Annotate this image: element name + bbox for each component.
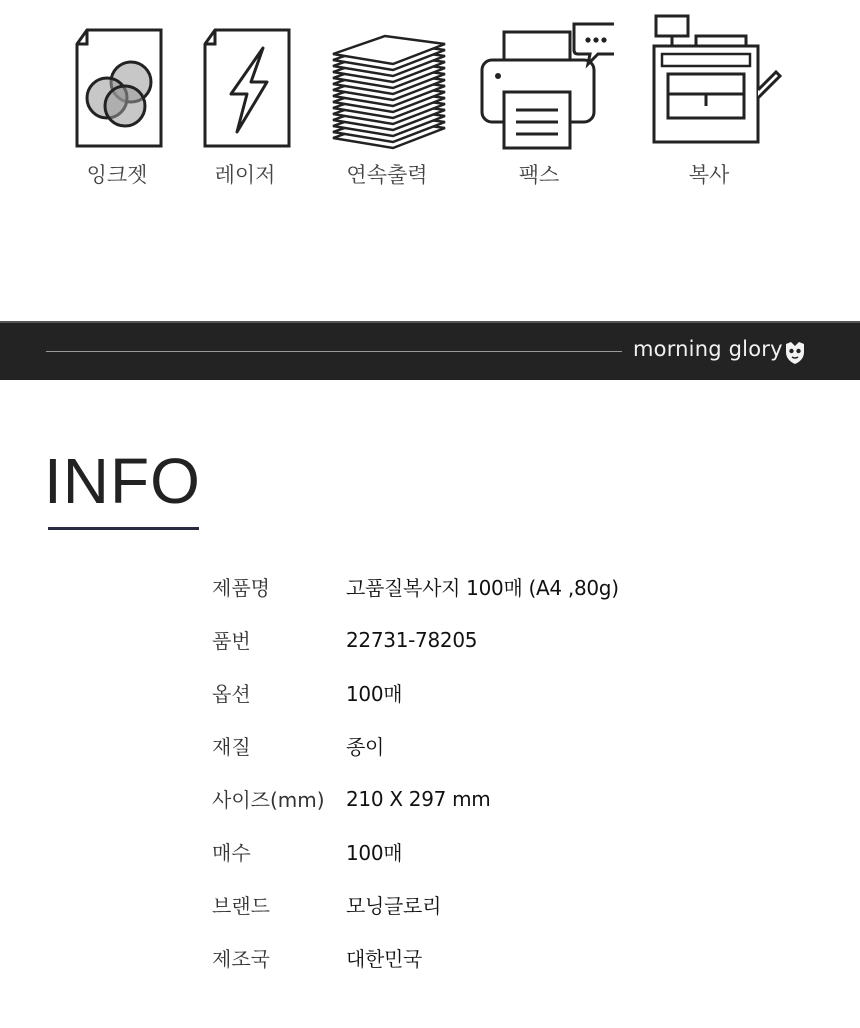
morning-glory-logo-icon bbox=[783, 340, 807, 366]
spec-row-product-name bbox=[212, 560, 812, 613]
spec-table bbox=[212, 560, 812, 984]
use-continuous bbox=[312, 10, 462, 189]
use-label: 팩스 bbox=[518, 163, 560, 187]
spec-key: 매수 bbox=[212, 841, 251, 865]
spec-key: 재질 bbox=[212, 735, 251, 759]
info-title: INFO bbox=[44, 445, 201, 517]
spec-row-size bbox=[212, 772, 812, 825]
spec-row-brand bbox=[212, 878, 812, 931]
spec-key: 품번 bbox=[212, 629, 251, 653]
use-label: 레이저 bbox=[214, 163, 276, 187]
spec-row-item-number bbox=[212, 613, 812, 666]
use-copier bbox=[634, 10, 784, 189]
laser-icon bbox=[195, 10, 295, 155]
spec-key: 옵션 bbox=[212, 682, 251, 706]
spec-row-material bbox=[212, 719, 812, 772]
spec-value: 모닝글로리 bbox=[346, 894, 442, 918]
spec-value: 100매 bbox=[346, 682, 403, 706]
use-label: 복사 bbox=[688, 163, 730, 187]
info-title-underline bbox=[48, 527, 199, 530]
spec-key: 제조국 bbox=[212, 947, 270, 971]
inkjet-icon bbox=[67, 10, 167, 155]
spec-row-sheet-count bbox=[212, 825, 812, 878]
spec-key: 제품명 bbox=[212, 576, 270, 600]
spec-value: 100매 bbox=[346, 841, 403, 865]
spec-row-option bbox=[212, 666, 812, 719]
spec-row-country bbox=[212, 931, 812, 984]
brand-name: morning glory bbox=[633, 337, 783, 361]
use-label: 잉크젯 bbox=[86, 163, 148, 187]
usage-icons bbox=[0, 0, 860, 200]
spec-value: 종이 bbox=[346, 735, 385, 759]
fax-icon bbox=[464, 10, 614, 155]
continuous-print-icon bbox=[325, 10, 449, 155]
spec-value: 210 X 297 mm bbox=[346, 786, 491, 811]
copier-icon bbox=[634, 10, 784, 155]
use-label: 연속출력 bbox=[346, 163, 428, 187]
brand-banner bbox=[0, 321, 860, 380]
use-fax bbox=[464, 10, 614, 189]
use-laser bbox=[170, 10, 320, 189]
spec-value: 고품질복사지 100매 (A4 ,80g) bbox=[346, 576, 619, 600]
spec-value: 22731-78205 bbox=[346, 627, 478, 652]
spec-key: 사이즈(mm) bbox=[212, 788, 325, 812]
banner-divider bbox=[46, 351, 622, 352]
spec-key: 브랜드 bbox=[212, 894, 270, 918]
spec-value: 대한민국 bbox=[346, 947, 423, 971]
